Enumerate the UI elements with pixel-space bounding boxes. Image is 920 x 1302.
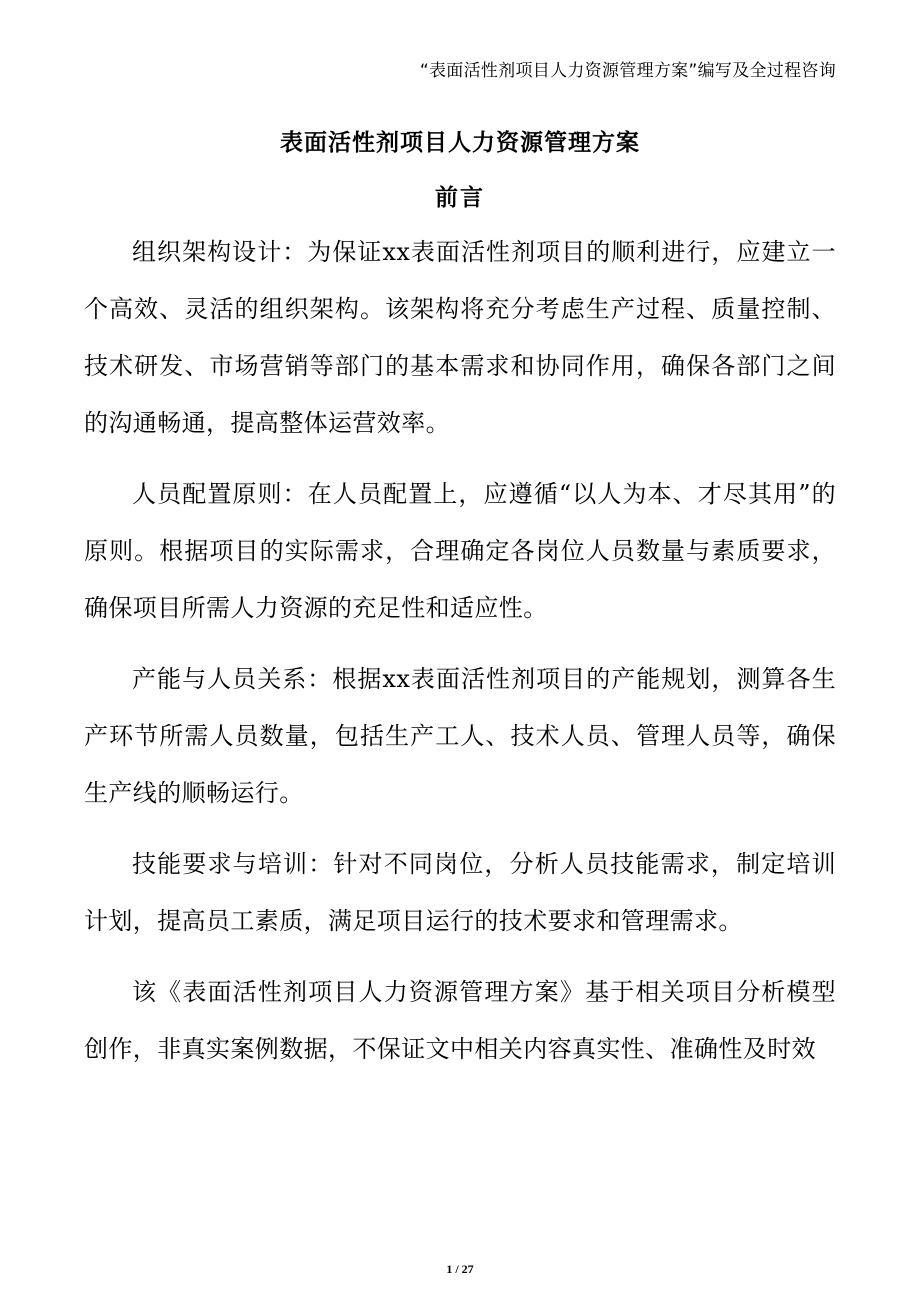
- section-title: 前言: [435, 185, 485, 211]
- running-header: “表面活性剂项目人力资源管理方案”编写及全过程咨询: [419, 61, 836, 81]
- document-body: [84, 224, 836, 1078]
- paragraph-staffing-principles: 人员配置原则：在人员配置上，应遵循“以人为本、才尽其用”的原则。根据项目的实际需求，合理确定各岗位人员数量与素质要求，确保项目所需人力资源的充足性和适应性。: [84, 480, 836, 622]
- document-title: 表面活性剂项目人力资源管理方案: [280, 130, 640, 156]
- paragraph-capacity-staff: 产能与人员关系：根据xx表面活性剂项目的产能规划，测算各生产环节所需人员数量，包括生产工人、技术人员、管理人员等，确保生产线的顺畅运行。: [84, 665, 836, 807]
- page-number: 1 / 27: [446, 1262, 474, 1276]
- paragraph-disclaimer: 该《表面活性剂项目人力资源管理方案》基于相关项目分析模型创作，非真实案例数据，不保证文中相关内容真实性、准确性及时效: [84, 978, 836, 1063]
- paragraph-skills-training: 技能要求与培训：针对不同岗位，分析人员技能需求，制定培训计划，提高员工素质，满足项目运行的技术要求和管理需求。: [84, 850, 836, 935]
- paragraph-org-structure: 组织架构设计：为保证xx表面活性剂项目的顺利进行，应建立一个高效、灵活的组织架构。该架构将充分考虑生产过程、质量控制、技术研发、市场营销等部门的基本需求和协同作用，确保各部门之间的沟通畅通，提高整体运营效率。: [84, 238, 836, 437]
